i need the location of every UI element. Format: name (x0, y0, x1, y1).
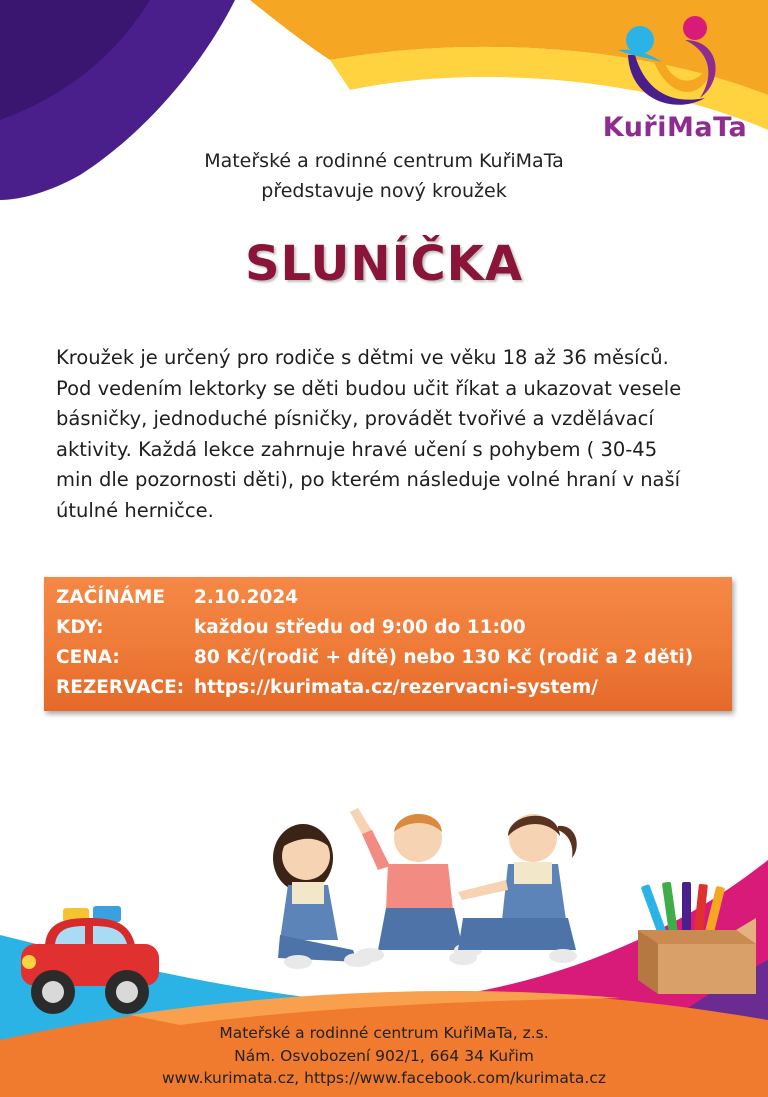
start-label: ZAČÍNÁME (56, 587, 166, 608)
intro-line-2: představuje nový kroužek (261, 180, 507, 202)
price-label: CENA: (56, 647, 120, 668)
toy-car-illustration (15, 900, 165, 1025)
info-box (44, 577, 732, 711)
logo-emblem-icon (590, 10, 760, 120)
description (56, 343, 736, 527)
description-line: útulné herničce. (56, 498, 214, 522)
footer-line-2: Nám. Osvobození 902/1, 664 34 Kuřim (234, 1046, 534, 1065)
footer (0, 1022, 768, 1090)
when-value: každou středu od 9:00 do 11:00 (194, 617, 526, 638)
logo-text: KuřiMaTa (602, 112, 748, 143)
reservation-link[interactable]: https://kurimata.cz/rezervacni-system/ (194, 677, 598, 698)
children-playing-illustration (258, 800, 588, 975)
start-value: 2.10.2024 (194, 587, 299, 608)
price-value: 80 Kč/(rodič + dítě) nebo 130 Kč (rodič a 2 děti) (194, 647, 694, 668)
page-title: SLUNÍČKA (244, 236, 524, 292)
description-line: min dle pozornosti děti), po kterém následuje volné hraní v naší (56, 468, 681, 492)
intro-line-1: Mateřské a rodinné centrum KuřiMaTa (204, 150, 564, 172)
reservation-label: REZERVACE: (56, 677, 185, 698)
description-line: Kroužek je určený pro rodiče s dětmi ve věku 18 až 36 měsíců. (56, 346, 669, 369)
intro (120, 146, 648, 206)
kurimata-logo (590, 10, 760, 150)
footer-line-1: Mateřské a rodinné centrum KuřiMaTa, z.s. (219, 1024, 549, 1042)
description-line: Pod vedením lektorky se děti budou učit říkat a ukazovat vesele (56, 376, 682, 400)
footer-links[interactable]: www.kurimata.cz, https://www.facebook.com/kurimata.cz (161, 1069, 607, 1087)
description-line: básničky, jednoduché písničky, provádět tvořivé a vzdělávací (56, 407, 654, 431)
description-line: aktivity. Každá lekce zahrnuje hravé učení s pohybem ( 30-45 (56, 437, 658, 461)
crayon-box-illustration (632, 882, 762, 997)
when-label: KDY: (56, 617, 104, 638)
